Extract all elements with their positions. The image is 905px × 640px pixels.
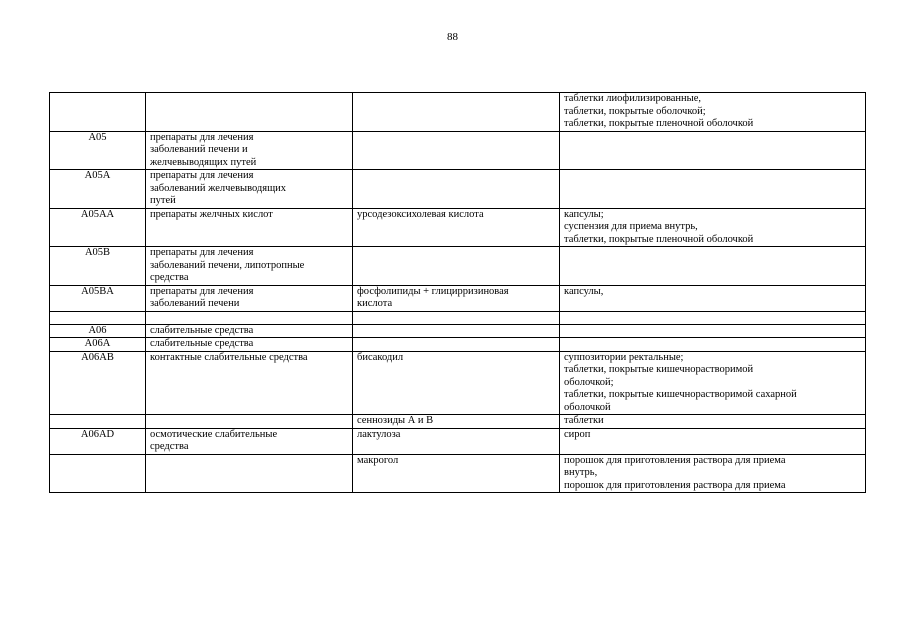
- drug-name-line: макрогол: [357, 454, 399, 466]
- dosage-forms-cell: [560, 93, 866, 132]
- dosage-forms-cell: [560, 415, 866, 429]
- dosage-forms-cell: [560, 131, 866, 170]
- drug-name-cell: [353, 415, 560, 429]
- group-name-line: заболеваний печени: [150, 298, 240, 309]
- drug-name-cell: [353, 351, 560, 415]
- dosage-forms-cell: [560, 351, 866, 415]
- dosage-forms-cell: [560, 247, 866, 286]
- group-name-line: заболеваний печени, липотропные: [150, 259, 305, 271]
- table-row: [50, 428, 866, 454]
- drug-name-cell: [353, 311, 560, 324]
- dosage-forms-line: оболочкой: [564, 401, 611, 413]
- atc-code-cell: A06AB: [50, 351, 146, 415]
- dosage-forms-line: порошок для приготовления раствора для приема: [564, 454, 786, 466]
- drug-name-cell: [353, 454, 560, 493]
- drug-name-cell: [353, 324, 560, 338]
- drug-name-line: лактулоза: [357, 428, 401, 440]
- dosage-forms-line: таблетки, покрытые кишечнорастворимой сахарной: [564, 389, 797, 400]
- group-name-cell: [146, 415, 353, 429]
- group-name-cell: [146, 338, 353, 352]
- drug-name-line: сеннозиды А и В: [357, 415, 434, 426]
- dosage-forms-line: таблетки: [564, 415, 604, 426]
- table-row: [50, 170, 866, 209]
- group-name-line: путей: [150, 195, 176, 206]
- group-name-line: заболеваний печени и: [150, 144, 248, 155]
- table-row: [50, 415, 866, 429]
- table-row: [50, 208, 866, 247]
- atc-code-cell: [50, 415, 146, 429]
- dosage-forms-cell: [560, 324, 866, 338]
- atc-code-cell: A05: [50, 131, 146, 170]
- dosage-forms-line: капсулы,: [564, 285, 604, 297]
- atc-code-cell: A05AA: [50, 208, 146, 247]
- group-name-line: слабительные средства: [150, 338, 254, 349]
- group-name-line: контактные слабительные средства: [150, 351, 308, 363]
- dosage-forms-line: таблетки, покрытые пленочной оболочкой: [564, 118, 754, 129]
- group-name-cell: [146, 454, 353, 493]
- group-name-cell: [146, 428, 353, 454]
- drug-name-cell: [353, 285, 560, 311]
- group-name-line: заболеваний желчевыводящих: [150, 182, 287, 194]
- drug-name-cell: [353, 93, 560, 132]
- group-name-line: препараты для лечения: [150, 170, 254, 181]
- drug-name-cell: [353, 428, 560, 454]
- drug-name-cell: [353, 338, 560, 352]
- atc-code-cell: A05BA: [50, 285, 146, 311]
- group-name-line: препараты для лечения: [150, 131, 254, 143]
- table-row: [50, 131, 866, 170]
- atc-code-cell: A06: [50, 324, 146, 338]
- group-name-cell: [146, 285, 353, 311]
- dosage-forms-line: таблетки, покрытые кишечнорастворимой: [564, 364, 754, 375]
- atc-code-cell: [50, 93, 146, 132]
- group-name-cell: [146, 311, 353, 324]
- dosage-forms-line: сироп: [564, 428, 591, 440]
- drug-name-line: бисакодил: [357, 351, 404, 363]
- table-row: [50, 247, 866, 286]
- table-row: [50, 285, 866, 311]
- table-row: [50, 324, 866, 338]
- group-name-line: осмотические слабительные: [150, 428, 278, 440]
- dosage-forms-line: таблетки, покрытые пленочной оболочкой: [564, 233, 754, 245]
- group-name-cell: [146, 93, 353, 132]
- table-row: [50, 338, 866, 352]
- dosage-forms-cell: [560, 428, 866, 454]
- group-name-line: средства: [150, 272, 189, 283]
- table-row: [50, 454, 866, 493]
- drug-name-cell: [353, 131, 560, 170]
- group-name-line: препараты желчных кислот: [150, 208, 273, 220]
- dosage-forms-line: таблетки лиофилизированные,: [564, 93, 702, 104]
- group-name-line: препараты для лечения: [150, 247, 254, 258]
- page-number: 88: [447, 31, 458, 43]
- dosage-forms-cell: [560, 285, 866, 311]
- dosage-forms-cell: [560, 454, 866, 493]
- atc-code-cell: [50, 454, 146, 493]
- group-name-cell: [146, 324, 353, 338]
- drug-name-line: фосфолипиды + глицирризиновая: [357, 285, 509, 297]
- drug-name-cell: [353, 208, 560, 247]
- atc-code-cell: A05A: [50, 170, 146, 209]
- dosage-forms-line: внутрь,: [564, 467, 598, 478]
- group-name-cell: [146, 247, 353, 286]
- group-name-line: препараты для лечения: [150, 285, 254, 297]
- drug-classification-table: [49, 92, 866, 493]
- atc-code-cell: A06A: [50, 338, 146, 352]
- table-row: [50, 351, 866, 415]
- group-name-cell: [146, 170, 353, 209]
- atc-code-cell: A06AD: [50, 428, 146, 454]
- table-row: [50, 93, 866, 132]
- dosage-forms-cell: [560, 208, 866, 247]
- drug-name-cell: [353, 170, 560, 209]
- dosage-forms-line: таблетки, покрытые оболочкой;: [564, 105, 706, 117]
- group-name-line: слабительные средства: [150, 324, 254, 336]
- dosage-forms-line: суспензия для приема внутрь,: [564, 221, 698, 232]
- dosage-forms-line: капсулы;: [564, 208, 604, 220]
- drug-name-line: урсодезоксихолевая кислота: [357, 208, 484, 220]
- drug-name-line: кислота: [357, 298, 393, 309]
- drug-name-cell: [353, 247, 560, 286]
- table-body: [50, 93, 866, 493]
- table-row: [50, 311, 866, 324]
- atc-code-cell: [50, 311, 146, 324]
- group-name-line: средства: [150, 441, 189, 452]
- dosage-forms-line: суппозитории ректальные;: [564, 351, 684, 363]
- dosage-forms-cell: [560, 311, 866, 324]
- dosage-forms-cell: [560, 170, 866, 209]
- group-name-cell: [146, 351, 353, 415]
- dosage-forms-cell: [560, 338, 866, 352]
- group-name-cell: [146, 131, 353, 170]
- atc-code-cell: A05B: [50, 247, 146, 286]
- dosage-forms-line: порошок для приготовления раствора для приема: [564, 479, 786, 491]
- group-name-line: желчевыводящих путей: [150, 156, 257, 168]
- group-name-cell: [146, 208, 353, 247]
- dosage-forms-line: оболочкой;: [564, 376, 614, 388]
